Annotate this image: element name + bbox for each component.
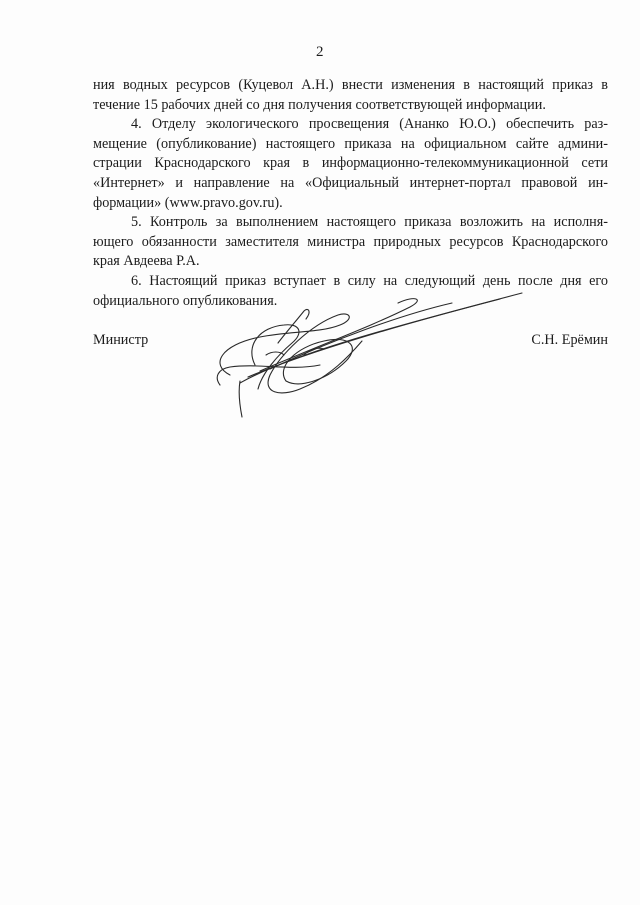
paragraph-2-line-2: мещение (опубликование) настоящего приказа на официальном сайте админи-	[93, 135, 608, 152]
paragraph-2-line-4: «Интернет» и направление на «Официальный интернет-портал правовой ин-	[93, 174, 608, 191]
paragraph-2-line-5: формации» (www.pravo.gov.ru).	[93, 194, 283, 211]
paragraph-3-line-2: ющего обязанности заместителя министра природных ресурсов Краснодарского	[93, 233, 608, 250]
paragraph-1-line-1: ния водных ресурсов (Куцевол А.Н.) внести изменения в настоящий приказ в	[93, 77, 608, 93]
paragraph-4-line-2: официального опубликования.	[93, 292, 278, 309]
page-number: 2	[316, 44, 324, 60]
signatory-title: Министр	[93, 332, 149, 348]
signatory-name: С.Н. Ерёмин	[531, 332, 608, 348]
paragraph-4-line-1: 6. Настоящий приказ вступает в силу на следующий день после дня его	[131, 272, 608, 289]
paragraph-3-line-1: 5. Контроль за выполнением настоящего приказа возложить на исполня-	[131, 214, 608, 231]
signature-block	[93, 332, 608, 356]
paragraph-1-line-2: течение 15 рабочих дней со дня получения соответствующей информации.	[93, 96, 546, 113]
document-body	[93, 76, 608, 311]
paragraph-3-line-3: края Авдеева Р.А.	[93, 253, 200, 270]
paragraph-2-line-3: страции Краснодарского края в информационно-телекоммуникационной сети	[93, 155, 608, 172]
paragraph-2-line-1: 4. Отделу экологического просвещения (Ананко Ю.О.) обеспечить раз-	[131, 116, 608, 133]
